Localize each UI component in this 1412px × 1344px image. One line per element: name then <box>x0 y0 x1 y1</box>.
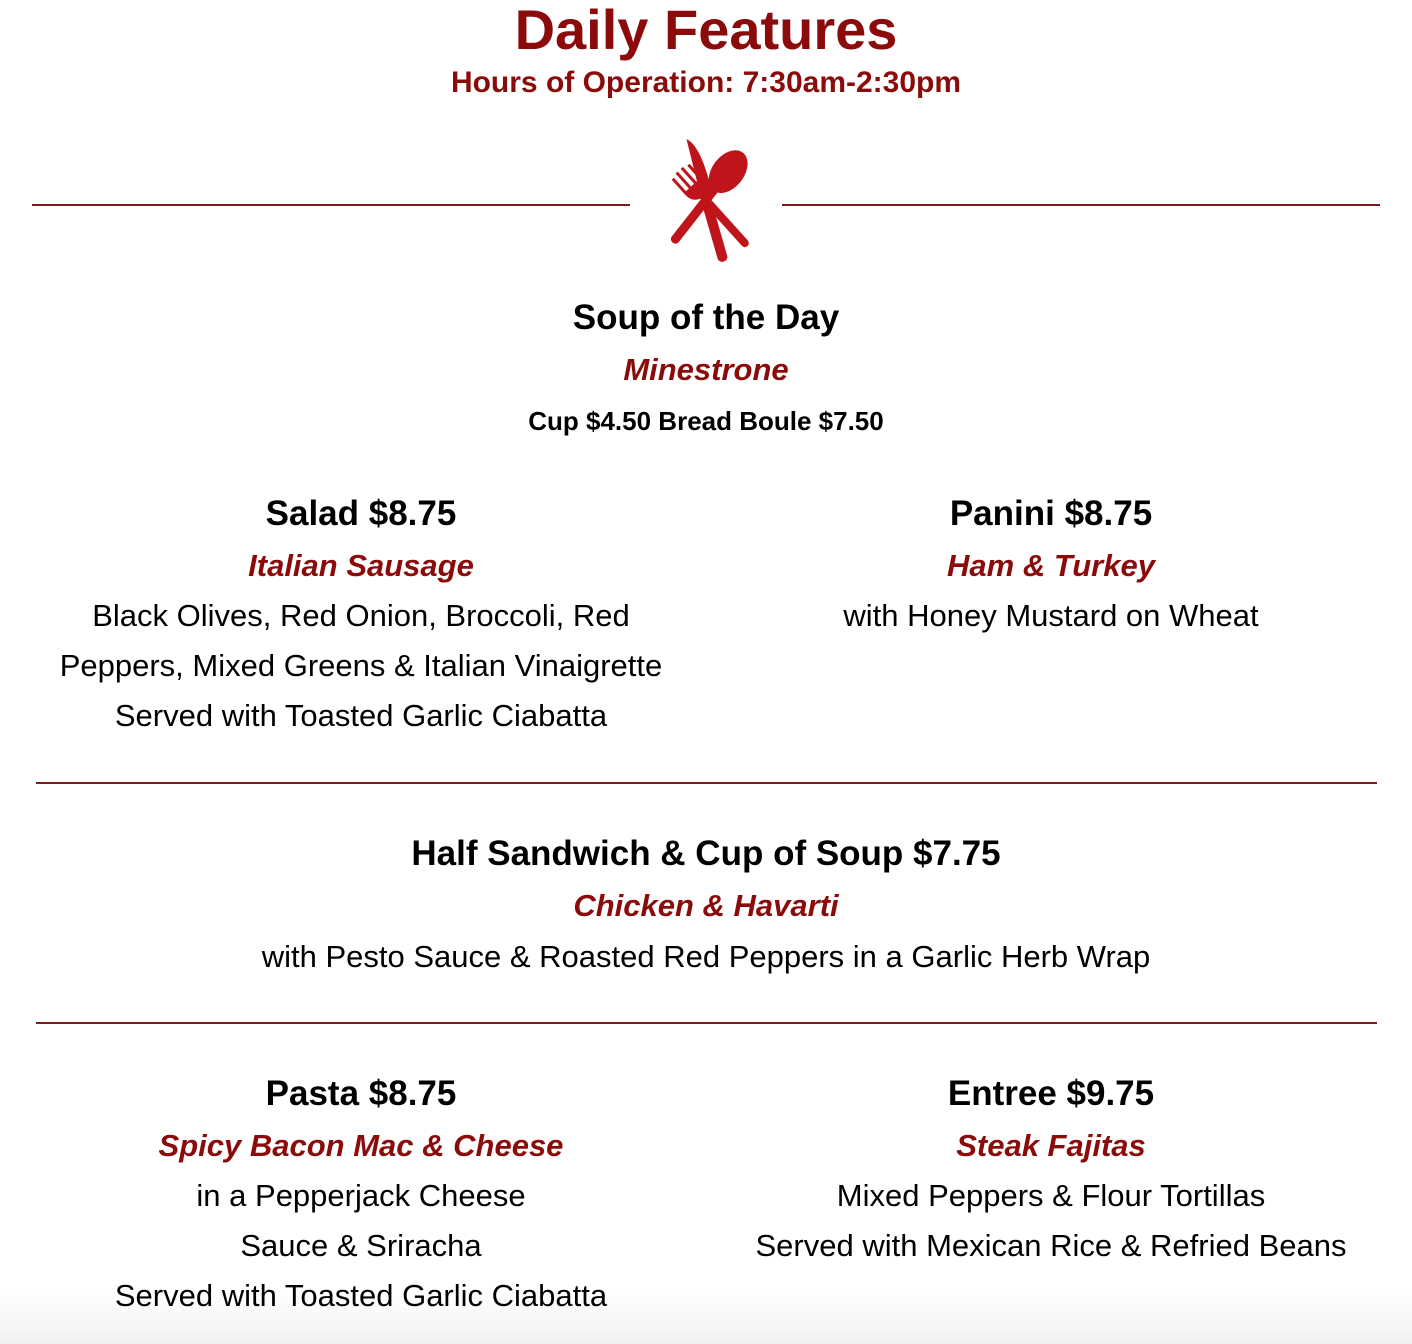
entree-description <box>720 1171 1382 1271</box>
soup-prices: Cup $4.50 Bread Boule $7.50 <box>528 406 884 436</box>
entree-name: Steak Fajitas <box>956 1128 1146 1163</box>
page-title: Daily Features <box>514 0 898 61</box>
soup-heading: Soup of the Day <box>572 298 840 337</box>
section-divider <box>36 782 1377 784</box>
fork-knife-spoon-icon <box>636 134 776 266</box>
soup-name: Minestrone <box>623 352 789 387</box>
half-sandwich-description <box>0 932 1412 982</box>
entree-heading: Entree $9.75 <box>947 1074 1155 1113</box>
pasta-line: Served with Toasted Garlic Ciabatta <box>114 1278 608 1313</box>
panini-name: Ham & Turkey <box>947 548 1155 583</box>
half-sandwich-heading: Half Sandwich & Cup of Soup $7.75 <box>411 834 1001 873</box>
pasta-heading: Pasta $8.75 <box>265 1074 457 1113</box>
divider-right <box>782 204 1380 206</box>
section-divider <box>36 1022 1377 1024</box>
salad-heading: Salad $8.75 <box>265 494 457 533</box>
panini-line: with Honey Mustard on Wheat <box>843 598 1259 633</box>
salad-line: Peppers, Mixed Greens & Italian Vinaigrette <box>59 648 663 683</box>
salad-name: Italian Sausage <box>248 548 474 583</box>
divider-left <box>32 204 630 206</box>
pasta-description <box>30 1171 692 1321</box>
hours-of-operation: Hours of Operation: 7:30am-2:30pm <box>450 66 962 99</box>
salad-line: Black Olives, Red Onion, Broccoli, Red <box>92 598 630 633</box>
salad-description <box>30 591 692 741</box>
half-sandwich-line: with Pesto Sauce & Roasted Red Peppers in a Garlic Herb Wrap <box>261 939 1151 974</box>
panini-heading: Panini $8.75 <box>949 494 1153 533</box>
entree-line: Mixed Peppers & Flour Tortillas <box>836 1178 1266 1213</box>
pasta-line: Sauce & Sriracha <box>240 1228 482 1263</box>
panini-description <box>720 591 1382 641</box>
half-sandwich-name: Chicken & Havarti <box>573 888 839 923</box>
pasta-line: in a Pepperjack Cheese <box>196 1178 526 1213</box>
entree-line: Served with Mexican Rice & Refried Beans <box>755 1228 1347 1263</box>
pasta-name: Spicy Bacon Mac & Cheese <box>158 1128 564 1163</box>
salad-line: Served with Toasted Garlic Ciabatta <box>114 698 608 733</box>
